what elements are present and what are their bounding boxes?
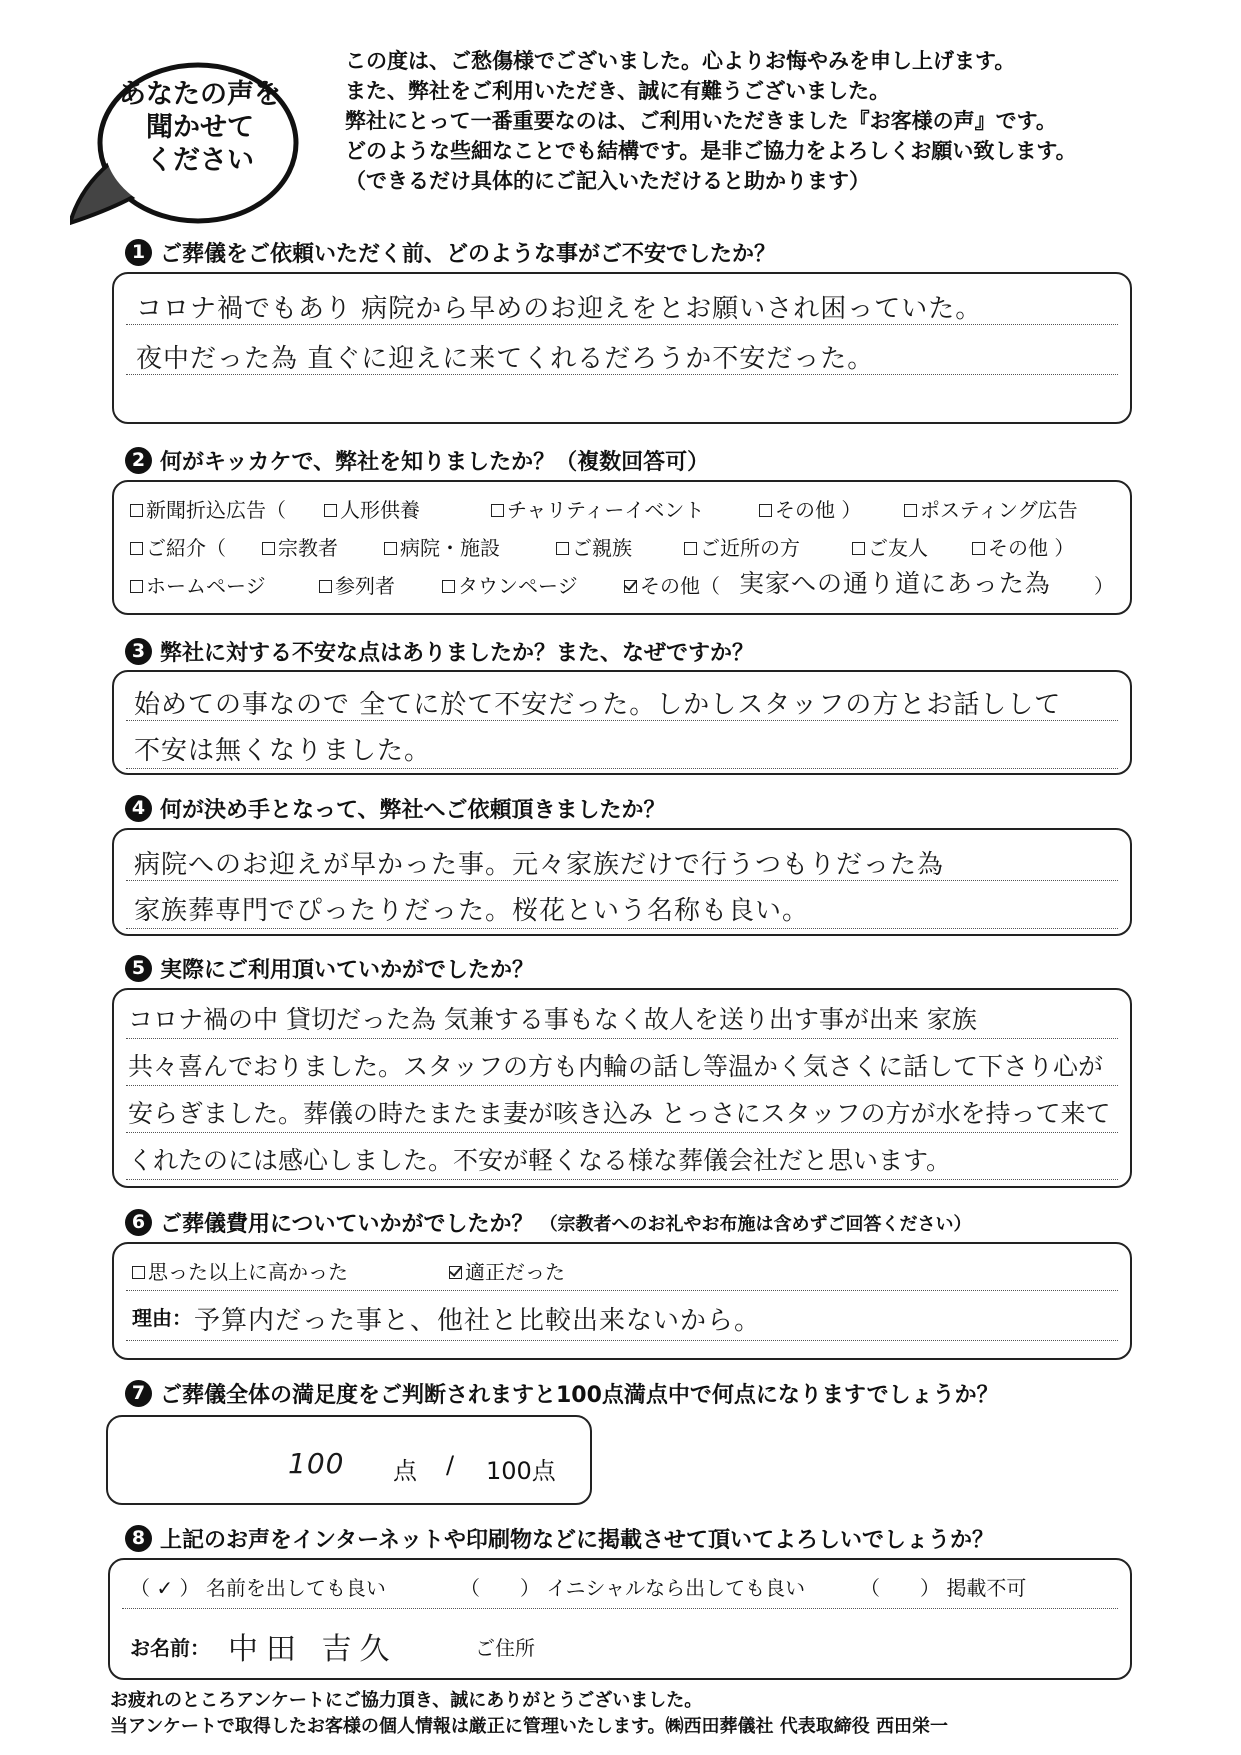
handwritten-answer: 始めての事なので 全てに於て不安だった。しかしスタッフの方とお話しして xyxy=(134,690,1062,720)
question-8-heading xyxy=(125,1523,994,1554)
question-number: 8 xyxy=(125,1525,152,1552)
checkbox-icon[interactable] xyxy=(972,542,985,555)
option-referral[interactable]: ご紹介（ xyxy=(130,532,226,561)
option-other-3[interactable]: その他（ xyxy=(624,570,720,599)
intro-line: この度は、ご愁傷様でございました。心よりお悔やみを申し上げます。 xyxy=(345,49,1016,73)
bubble-line: 聞かせて xyxy=(146,112,254,143)
question-number: 5 xyxy=(125,955,152,982)
checkbox-icon[interactable] xyxy=(684,542,697,555)
question-title: ご葬儀全体の満足度をご判断されますと100点満点中で何点になりますでしょうか？ xyxy=(160,1383,999,1408)
option-hospital[interactable]: 病院・施設 xyxy=(384,532,500,561)
bubble-text xyxy=(110,78,290,177)
question-1-heading xyxy=(125,237,776,268)
footer-privacy: 当アンケートで取得したお客様の個人情報は厳正に管理いたします。㈱西田葬儀社 代表取締役 西田栄一 xyxy=(110,1716,949,1737)
question-title: ご葬儀費用についていかがでしたか？ xyxy=(160,1212,534,1237)
checkbox-icon[interactable] xyxy=(491,504,504,517)
handwritten-answer: くれたのには感心しました。不安が軽くなる様な葬儀会社だと思います。 xyxy=(128,1146,952,1175)
checkbox-icon[interactable] xyxy=(556,542,569,555)
handwritten-name[interactable]: 中田 吉久 xyxy=(228,1632,398,1667)
option-attendee[interactable]: 参列者 xyxy=(319,570,395,599)
checkbox-icon[interactable] xyxy=(904,504,917,517)
checkbox-checked-icon[interactable] xyxy=(624,580,637,593)
handwritten-answer: コロナ禍の中 貸切だった為 気兼する事もなく故人を送り出す事が出来 家族 xyxy=(128,1005,977,1034)
question-number: 3 xyxy=(125,638,152,665)
option-other-1[interactable]: その他 ） xyxy=(759,494,861,523)
checkbox-icon[interactable] xyxy=(130,542,143,555)
question-3-heading xyxy=(125,636,754,667)
question-title: ご葬儀をご依頼いただく前、どのような事がご不安でしたか？ xyxy=(160,242,777,267)
consent-box xyxy=(108,1558,1132,1680)
handwritten-answer: コロナ禍でもあり 病院から早めのお迎えをとお願いされ困っていた。 xyxy=(136,294,983,324)
handwritten-score: 100 xyxy=(288,1447,345,1480)
checkbox-icon[interactable] xyxy=(852,542,865,555)
question-title: 何がキッカケで、弊社を知りましたか？（複数回答可） xyxy=(160,450,710,475)
option-other-2[interactable]: その他 ） xyxy=(972,532,1074,561)
option-doll-memorial[interactable]: 人形供養 xyxy=(324,494,420,523)
question-subtitle: （宗教者へのお礼やお布施は含めずご回答ください） xyxy=(539,1213,972,1235)
bubble-line: ください xyxy=(146,145,254,176)
option-newspaper[interactable]: 新聞折込広告（ xyxy=(130,494,286,523)
option-charity-event[interactable]: チャリティーイベント xyxy=(491,494,704,523)
handwritten-answer: 共々喜んでおりました。スタッフの方も内輪の話し等温かく気さくに話して下さり心が xyxy=(128,1052,1104,1081)
checkbox-icon[interactable] xyxy=(130,580,143,593)
handwritten-answer: 病院へのお迎えが早かった事。元々家族だけで行うつもりだった為 xyxy=(134,850,945,880)
question-4-heading xyxy=(125,793,666,824)
consent-option-no[interactable]: （ ） 掲載不可 xyxy=(860,1576,1027,1600)
voice-bubble xyxy=(70,58,300,233)
question-5-heading xyxy=(125,953,534,984)
intro-line: （できるだけ具体的にご記入いただけると助かります） xyxy=(345,169,870,193)
option-posting-ad[interactable]: ポスティング広告 xyxy=(904,494,1078,523)
checkbox-icon[interactable] xyxy=(324,504,337,517)
close-paren: ） xyxy=(1094,574,1114,598)
option-relatives[interactable]: ご親族 xyxy=(556,532,632,561)
checkbox-icon[interactable] xyxy=(132,1266,145,1279)
checkbox-icon[interactable] xyxy=(384,542,397,555)
consent-mark[interactable]: （ ） xyxy=(460,1576,540,1600)
intro-line: どのような些細なことでも結構です。是非ご協力をよろしくお願い致します。 xyxy=(345,139,1077,163)
consent-option-initial[interactable]: （ ） イニシャルなら出しても良い xyxy=(460,1576,806,1600)
question-2-heading xyxy=(125,445,709,476)
question-number: 6 xyxy=(125,1209,152,1236)
answer-box-3[interactable] xyxy=(112,670,1132,775)
handwritten-answer: 夜中だった為 直ぐに迎えに来てくれるだろうか不安だった。 xyxy=(136,344,875,374)
question-title: 実際にご利用頂いていかがでしたか？ xyxy=(160,958,535,983)
answer-box-1[interactable] xyxy=(112,272,1132,424)
option-reasonable[interactable]: 適正だった xyxy=(449,1256,565,1285)
intro-text xyxy=(345,46,1225,196)
question-number: 2 xyxy=(125,447,152,474)
bubble-line: あなたの声を xyxy=(119,79,281,110)
consent-mark[interactable]: （ ） xyxy=(860,1576,940,1600)
question-number: 1 xyxy=(125,239,152,266)
answer-box-6 xyxy=(112,1242,1132,1360)
score-box[interactable] xyxy=(106,1415,592,1505)
consent-option-name[interactable]: （ ✓ ） 名前を出しても良い xyxy=(130,1576,386,1600)
answer-box-5[interactable] xyxy=(112,988,1132,1188)
question-number: 4 xyxy=(125,795,152,822)
checkbox-icon[interactable] xyxy=(319,580,332,593)
option-townpage[interactable]: タウンページ xyxy=(442,570,578,599)
score-unit: 点 xyxy=(393,1457,417,1485)
score-slash: / xyxy=(446,1451,455,1479)
handwritten-other-answer: 実家への通り道にあった為 xyxy=(739,569,1051,598)
question-7-heading xyxy=(125,1378,999,1409)
score-max: 100点 xyxy=(486,1457,556,1485)
handwritten-answer: 不安は無くなりました。 xyxy=(134,736,432,766)
reason-label: 理由： xyxy=(132,1306,192,1330)
handwritten-answer: 家族葬専門でぴったりだった。桜花という名称も良い。 xyxy=(134,896,810,926)
checkbox-icon[interactable] xyxy=(442,580,455,593)
footer-thanks: お疲れのところアンケートにご協力頂き、誠にありがとうございました。 xyxy=(110,1690,703,1711)
option-homepage[interactable]: ホームページ xyxy=(130,570,266,599)
question-title: 弊社に対する不安な点はありましたか？また、なぜですか？ xyxy=(160,641,755,666)
option-friends[interactable]: ご友人 xyxy=(852,532,928,561)
handwritten-answer: 安らぎました。葬儀の時たまたま妻が咳き込み とっさにスタッフの方が水を持って来て xyxy=(128,1099,1111,1128)
option-neighbors[interactable]: ご近所の方 xyxy=(684,532,800,561)
question-6-heading xyxy=(125,1207,972,1238)
checkbox-checked-icon[interactable] xyxy=(449,1266,462,1279)
option-religious[interactable]: 宗教者 xyxy=(262,532,338,561)
option-too-expensive[interactable]: 思った以上に高かった xyxy=(132,1256,348,1285)
question-title: 何が決め手となって、弊社へご依頼頂きましたか？ xyxy=(160,798,666,823)
checkbox-icon[interactable] xyxy=(262,542,275,555)
checkbox-icon[interactable] xyxy=(130,504,143,517)
answer-box-2 xyxy=(112,480,1132,615)
answer-box-4[interactable] xyxy=(112,828,1132,936)
consent-mark[interactable]: （ ✓ ） xyxy=(130,1576,200,1600)
intro-line: 弊社にとって一番重要なのは、ご利用いただきました『お客様の声』です。 xyxy=(345,109,1057,133)
question-number: 7 xyxy=(125,1380,152,1407)
checkbox-icon[interactable] xyxy=(759,504,772,517)
handwritten-reason[interactable]: 予算内だった事と、他社と比較出来ないから。 xyxy=(194,1306,762,1336)
question-title: 上記のお声をインターネットや印刷物などに掲載させて頂いてよろしいでしょうか？ xyxy=(160,1528,995,1553)
intro-line: また、弊社をご利用いただき、誠に有難うございました。 xyxy=(345,79,891,103)
address-label: ご住所 xyxy=(475,1636,535,1660)
name-label: お名前： xyxy=(130,1636,210,1660)
